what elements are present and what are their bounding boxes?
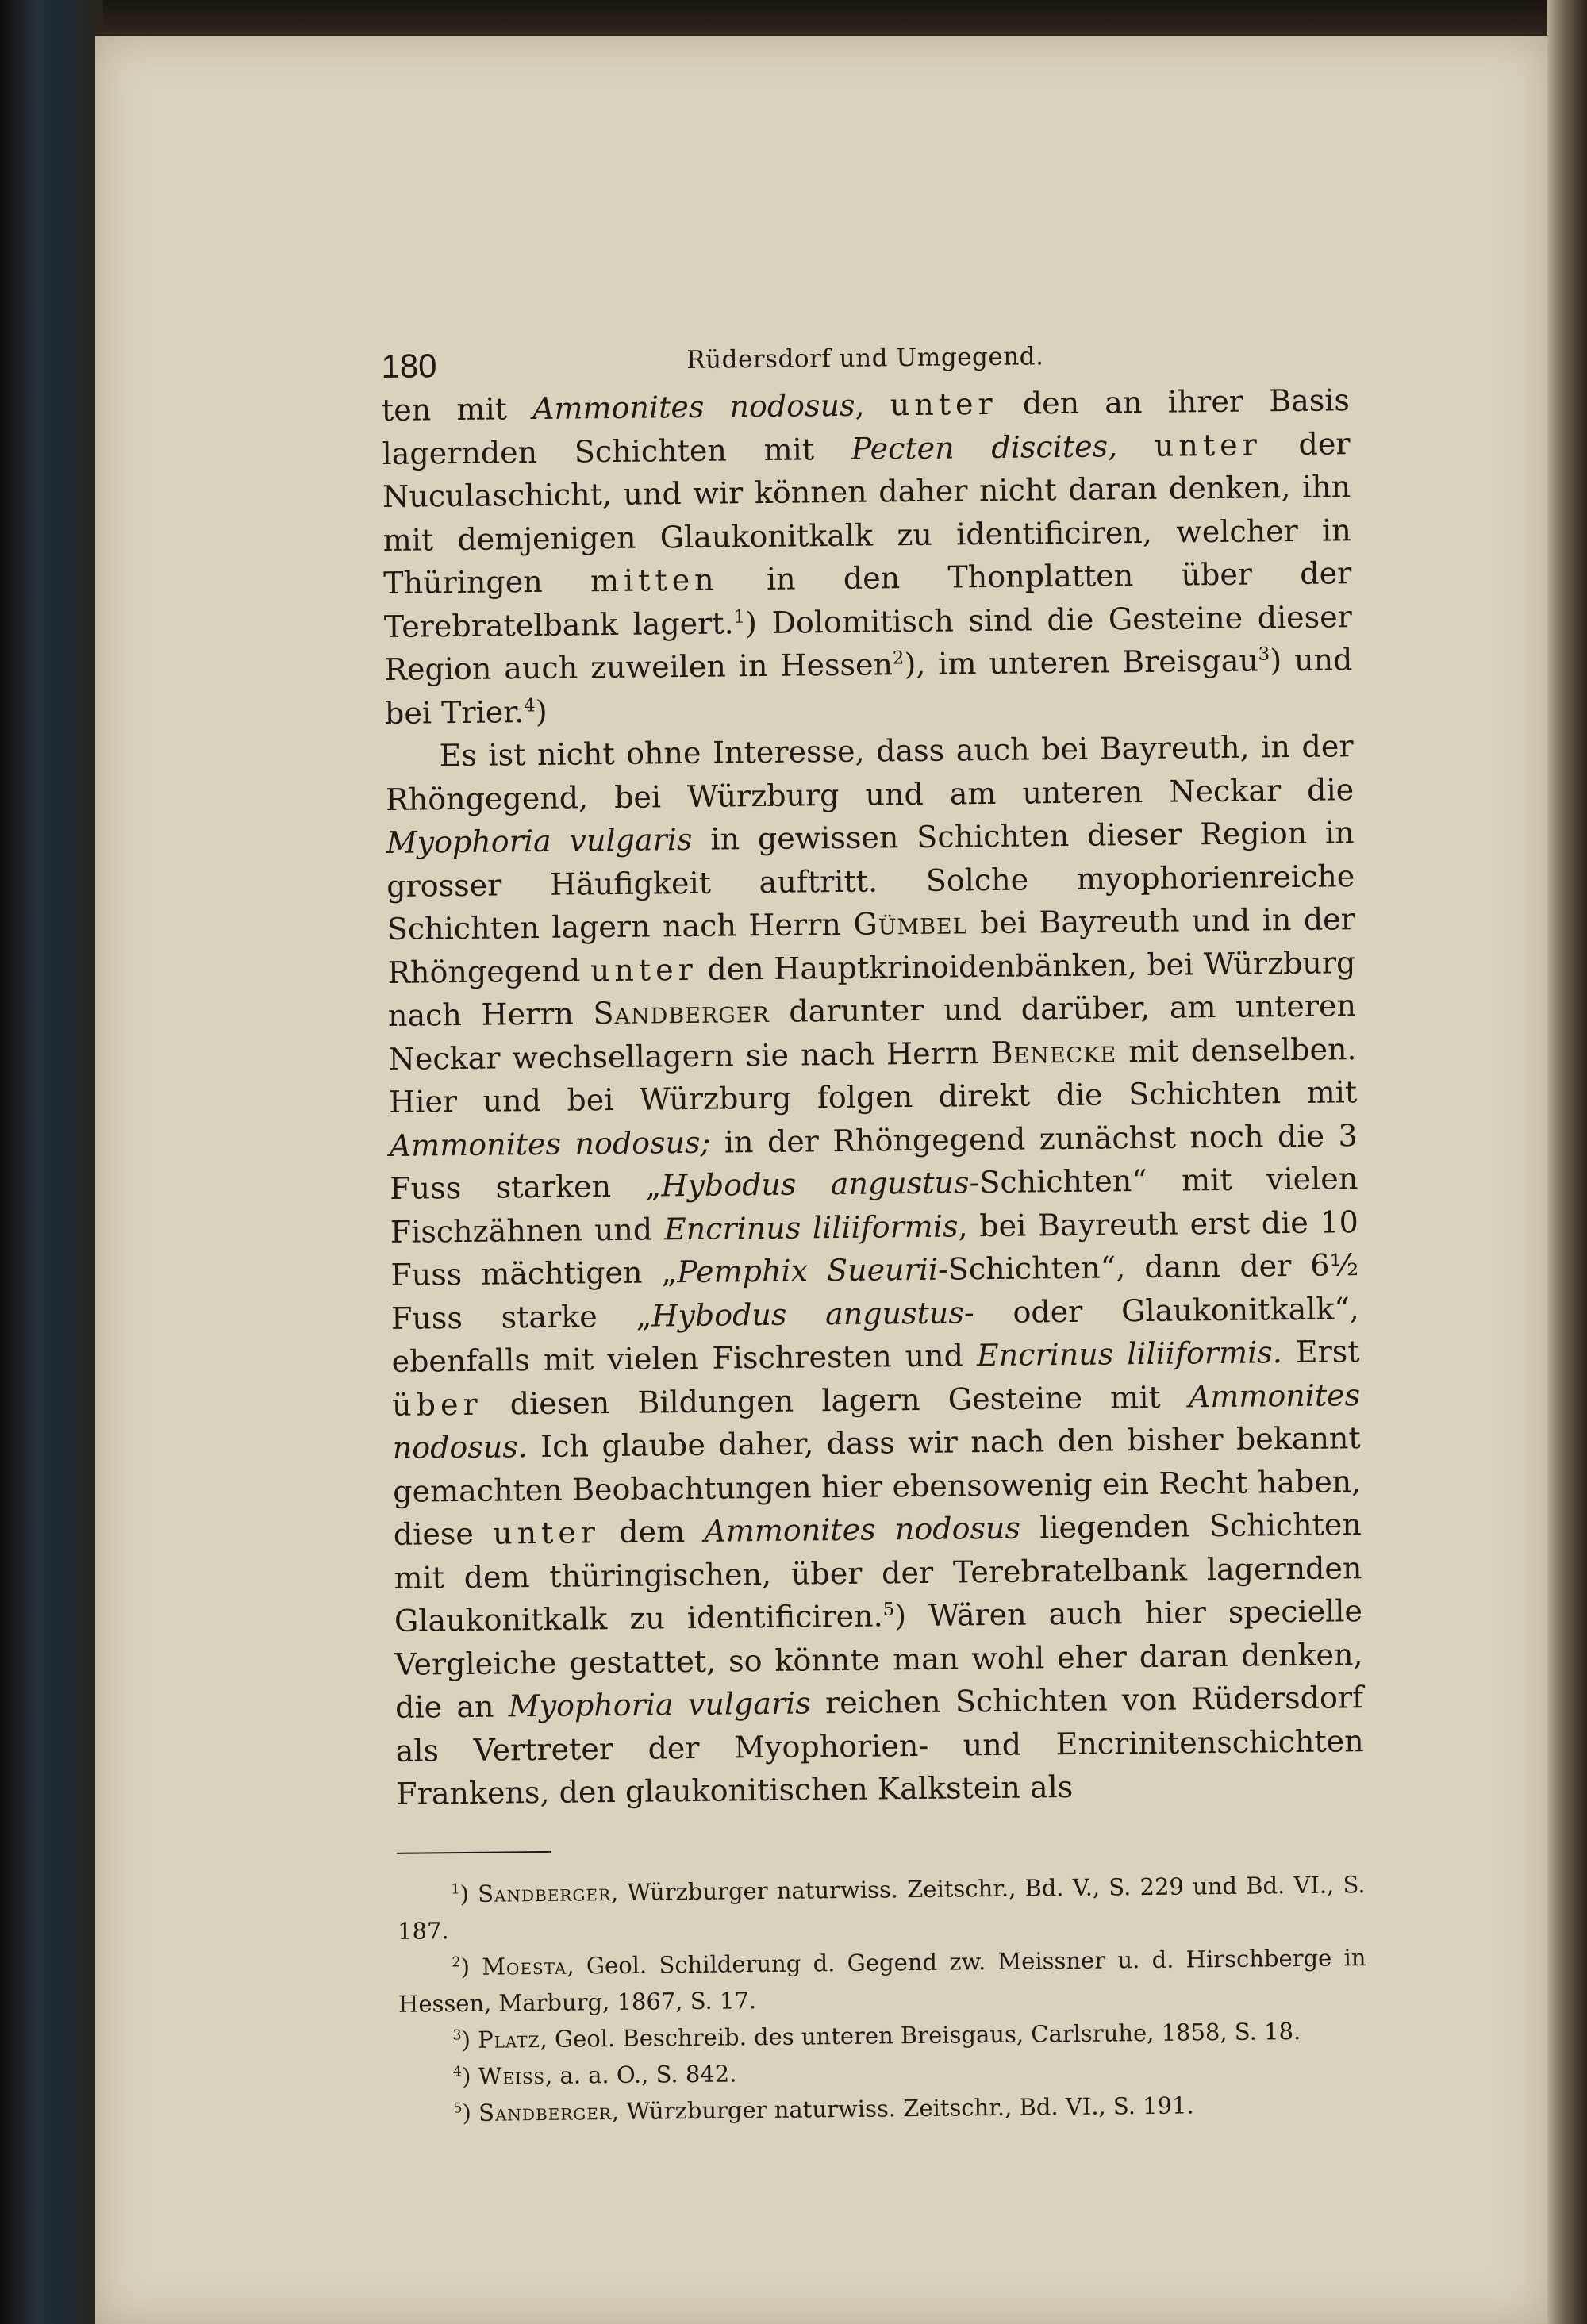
text-span: dem (599, 1513, 705, 1550)
footnote-4: $^4$) Weiss, a. a. O., S. 842. (452, 2059, 737, 2090)
text-span: den an ihrer Basis lagernden Schichten mit (382, 382, 1351, 471)
footnote-ref-2[interactable]: 2 (892, 647, 905, 669)
taxon-name: Pemphix Sueurii (677, 1251, 939, 1290)
emphasis-spaced: unter (890, 386, 997, 423)
footnote-mark: 4 (452, 2063, 463, 2080)
text-span: in der Rhöngegend zunächst noch die 3 Fuss starken „ (390, 1117, 1358, 1206)
taxon-name: Encrinus liliiformis (663, 1208, 959, 1247)
author-name: Gümbel (853, 905, 968, 942)
text-span: bei Bayreuth und in der Rhöngegend (387, 901, 1356, 990)
emphasis-spaced: unter (1154, 426, 1262, 463)
footnote-text: , a. a. O., S. 842. (544, 2059, 737, 2089)
taxon-name: Pecten discites, (851, 428, 1118, 467)
footnote-2: $^2$) Moesta, Geol. Schilderung d. Gegend zw. Meissner u. d. Hirschberge in Hessen, Marburg, 1867, S. 17. (398, 1943, 1366, 2018)
paragraph-2 (385, 724, 1364, 1815)
emphasis-spaced: mitten (590, 562, 719, 599)
text-span: darunter und darüber, am unteren Neckar wechsellagern sie nach Herrn (388, 988, 1357, 1077)
footnote-text: , Geol. Schilderung d. Gegend zw. Meissner u. d. Hirschberge in Hessen, Marburg, 1867, S. 17. (398, 1943, 1366, 2018)
taxon-name: Hybodus angustus (661, 1165, 970, 1204)
text-span (1117, 428, 1155, 463)
text-span: -Schichten“ mit vielen Fischzähnen und (390, 1161, 1358, 1250)
footnote-ref-1[interactable]: 1 (733, 606, 746, 628)
text-span: in den Thonplatten über der Terebratelbank lagert. (383, 555, 1352, 644)
footnote-text: , Geol. Beschreib. des unteren Breisgaus, Carlsruhe, 1858, S. 18. (540, 2017, 1301, 2053)
text-span: -Schichten“, dann der 6½ Fuss starke „ (390, 1247, 1359, 1336)
footnote-ref-4[interactable]: 4 (524, 694, 536, 716)
footnote-ref-3[interactable]: 3 (1258, 643, 1270, 665)
text-span: diesen Bildungen lagern Gesteine mit (482, 1378, 1189, 1422)
taxon-name: Ammonites nodosus (532, 387, 855, 427)
page-number: 180 (381, 347, 437, 385)
footnote-5: $^5$) Sandberger, Würzburger naturwiss. Zeitschr., Bd. VI., S. 191. (453, 2091, 1194, 2126)
paragraph-1 (382, 378, 1353, 735)
emphasis-spaced: unter (590, 951, 697, 988)
footnotes (397, 1866, 1367, 2132)
taxon-name: Encrinus liliiformis. (976, 1335, 1283, 1373)
footnote-text: , Würzburger naturwiss. Zeitschr., Bd. VI., S. 191. (611, 2091, 1194, 2125)
text-span: mit denselben. Hier und bei Würzburg folgen direkt die Schichten mit (388, 1031, 1358, 1120)
page-content (381, 323, 1368, 2131)
footnote-mark: 2 (452, 1953, 461, 1971)
footnote-author: Sandberger (478, 2097, 613, 2126)
taxon-name: Myophoria vulgaris (508, 1685, 812, 1724)
text-span: ) Wären auch hier specielle Vergleiche gestattet, so könnte man wohl eher daran denken, die an (394, 1593, 1363, 1725)
text-span: , bei Bayreuth erst die 10 Fuss mächtigen „ (390, 1204, 1359, 1293)
footnote-mark: 3 (452, 2026, 462, 2044)
text-span: ten mit (381, 391, 533, 428)
taxon-name: Hybodus angustus (651, 1294, 965, 1333)
footnote-1: $^1$) Sandberger, Würzburger naturwiss. Zeitschr., Bd. V., S. 229 und Bd. VI., S. 187. (397, 1870, 1366, 1945)
text-span: Es ist nicht ohne Interesse, dass auch bei Bayreuth, in der Rhöngegend, bei Würzburg und am unteren Neckar die (385, 728, 1355, 817)
author-name: Benecke (990, 1033, 1117, 1070)
book-binding-spine (0, 0, 103, 2324)
footnote-author: Moesta (482, 1952, 567, 1980)
running-head (381, 323, 1350, 389)
footnote-author: Platz (477, 2025, 540, 2053)
text-span: in gewissen Schichten dieser Region in grosser Häufigkeit auftritt. Solche myophorienreiche Schichten lagern nach Herrn (386, 815, 1355, 947)
running-title: Rüdersdorf und Umgegend. (686, 342, 1044, 375)
taxon-name: Ammonites nodosus; (389, 1124, 711, 1163)
text-span: der Nuculaschicht, und wir können daher nicht daran denken, ihn mit demjenigen Glaukonitkalk zu identificiren, welcher in Thüringen (382, 425, 1351, 601)
text-span: , (855, 387, 891, 423)
taxon-name: Myophoria vulgaris (386, 821, 693, 860)
taxon-name: Ammonites nodosus (704, 1510, 1021, 1549)
text-span: - oder Glaukonitkalk“, ebenfalls mit vielen Fischresten und (391, 1290, 1360, 1379)
footnote-divider (397, 1850, 551, 1853)
text-span: ) und bei Trier. (384, 642, 1353, 731)
footnote-ref-5[interactable]: 5 (882, 1599, 895, 1620)
emphasis-spaced: unter (492, 1515, 601, 1551)
footnote-mark: 1 (451, 1880, 460, 1898)
footnote-text: , Würzburger naturwiss. Zeitschr., Bd. V., S. 229 und Bd. VI., S. 187. (397, 1870, 1366, 1945)
body-text (382, 378, 1365, 1815)
text-span: ) (535, 693, 548, 729)
footnote-author: Sandberger (478, 1878, 612, 1907)
text-span: liegenden Schichten mit dem thüringischen, über der Terebratelbank lagernden Glaukonitkalk zu identificiren. (394, 1507, 1362, 1638)
text-span: reichen Schichten von Rüdersdorf als Vertreter der Myophorien- und Encrinitenschichten Frankens, den glaukonitischen Kalkstein als (395, 1680, 1364, 1811)
footnote-author: Weiss (478, 2061, 546, 2090)
taxon-name: Ammonites nodosus. (392, 1377, 1361, 1465)
text-span: Ich glaube daher, dass wir nach den bisher bekannt gemachten Beobachtungen hier ebensowenig ein Recht haben, diese (393, 1420, 1362, 1552)
author-name: Sandberger (593, 993, 770, 1031)
book-page-edge (1547, 0, 1587, 2324)
text-span: ), im unteren Breisgau (904, 643, 1259, 682)
footnote-mark: 5 (453, 2099, 463, 2117)
emphasis-spaced: über (391, 1386, 482, 1423)
text-span: ) Dolomitisch sind die Gesteine dieser Region auch zuweilen in Hessen (384, 598, 1353, 687)
text-span: den Hauptkrinoidenbänken, bei Würzburg nach Herrn (387, 944, 1356, 1033)
text-span: Erst (1282, 1334, 1360, 1370)
footnote-3: $^3$) Platz, Geol. Beschreib. des unteren Breisgaus, Carlsruhe, 1858, S. 18. (452, 2017, 1301, 2053)
